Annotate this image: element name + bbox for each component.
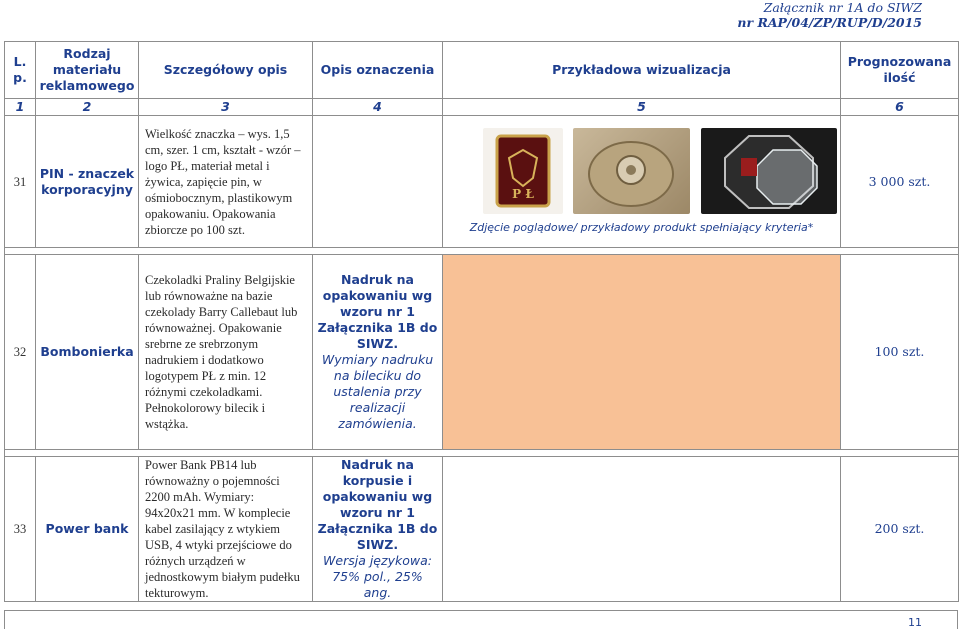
col-num: 4 bbox=[313, 99, 443, 116]
document-reference bbox=[737, 0, 922, 30]
octagonal-box-photo bbox=[701, 128, 837, 214]
svg-text:P Ł: P Ł bbox=[512, 186, 534, 201]
doc-ref-line1: Załącznik nr 1A do SIWZ bbox=[763, 0, 922, 15]
col-num: 5 bbox=[443, 99, 841, 116]
col-num: 1 bbox=[5, 99, 36, 116]
header-lp: L. p. bbox=[5, 42, 36, 99]
header-detail: Szczegółowy opis bbox=[139, 42, 313, 99]
marking-italic: Wymiary nadruku na bileciku do ustalenia przy realizacji zamówienia. bbox=[321, 352, 434, 431]
row-description: Power Bank PB14 lub równoważny o pojemności 2200 mAh. Wymiary: 94x20x21 mm. W komplecie kabel zasilający z wtykiem USB, 4 wtyki przejściowe do różnych urządzeń w jednostkowym białym pudełku tekturowym. bbox=[139, 457, 313, 602]
table-row bbox=[5, 116, 959, 248]
row-visualization bbox=[443, 457, 841, 602]
visualization-caption: Zdjęcie poglądowe/ przykładowy produkt spełniający kryteria* bbox=[469, 220, 814, 234]
page-footer-frame bbox=[4, 610, 958, 629]
doc-ref-line2: nr RAP/04/ZP/RUP/D/2015 bbox=[737, 15, 922, 30]
col-num: 6 bbox=[841, 99, 959, 116]
marking-italic: Wersja językowa: 75% pol., 25% ang. bbox=[323, 553, 432, 600]
row-quantity: 3 000 szt. bbox=[841, 116, 959, 248]
table-row bbox=[5, 457, 959, 602]
header-marking: Opis oznaczenia bbox=[313, 42, 443, 99]
page-number: 11 bbox=[908, 616, 922, 629]
row-quantity: 100 szt. bbox=[841, 255, 959, 450]
table-header-row bbox=[5, 42, 959, 99]
row-visualization-placeholder bbox=[443, 255, 841, 450]
row-marking bbox=[313, 457, 443, 602]
pin-photo-back bbox=[573, 128, 690, 214]
row-marking bbox=[313, 255, 443, 450]
row-quantity: 200 szt. bbox=[841, 457, 959, 602]
pin-photo-front bbox=[483, 128, 563, 214]
row-lp: 33 bbox=[5, 457, 36, 602]
materials-table bbox=[4, 41, 959, 602]
row-material-name: PIN - znaczek korporacyjny bbox=[36, 116, 139, 248]
row-material-name: Bombonierka bbox=[36, 255, 139, 450]
row-description: Wielkość znaczka – wys. 1,5 cm, szer. 1 cm, kształt - wzór – logo PŁ, materiał metal i żywica, zapięcie pin, w ośmiobocznym, plastikowym opakowaniu. Opakowania zbiorcze po 100 szt. bbox=[139, 116, 313, 248]
column-number-row bbox=[5, 99, 959, 116]
header-qty: Prognozowana ilość bbox=[841, 42, 959, 99]
header-material: Rodzaj materiału reklamowego bbox=[36, 42, 139, 99]
row-lp: 32 bbox=[5, 255, 36, 450]
col-num: 3 bbox=[139, 99, 313, 116]
row-marking bbox=[313, 116, 443, 248]
row-lp: 31 bbox=[5, 116, 36, 248]
row-description: Czekoladki Praliny Belgijskie lub równoważne na bazie czekolady Barry Callebaut lub równoważnej. Opakowanie srebrne ze srebrzonym nadrukiem i dodatkowo logotypem PŁ z min. 12 różnymi czekoladkami. Pełnokolorowy bilecik i wstążka. bbox=[139, 255, 313, 450]
row-visualization bbox=[443, 116, 841, 248]
marking-bold: Nadruk na korpusie i opakowaniu wg wzoru nr 1 Załącznika 1B do SIWZ. bbox=[317, 457, 438, 552]
table-row bbox=[5, 255, 959, 450]
header-viz: Przykładowa wizualizacja bbox=[443, 42, 841, 99]
row-material-name: Power bank bbox=[36, 457, 139, 602]
col-num: 2 bbox=[36, 99, 139, 116]
marking-bold: Nadruk na opakowaniu wg wzoru nr 1 Załącznika 1B do SIWZ. bbox=[317, 272, 438, 351]
